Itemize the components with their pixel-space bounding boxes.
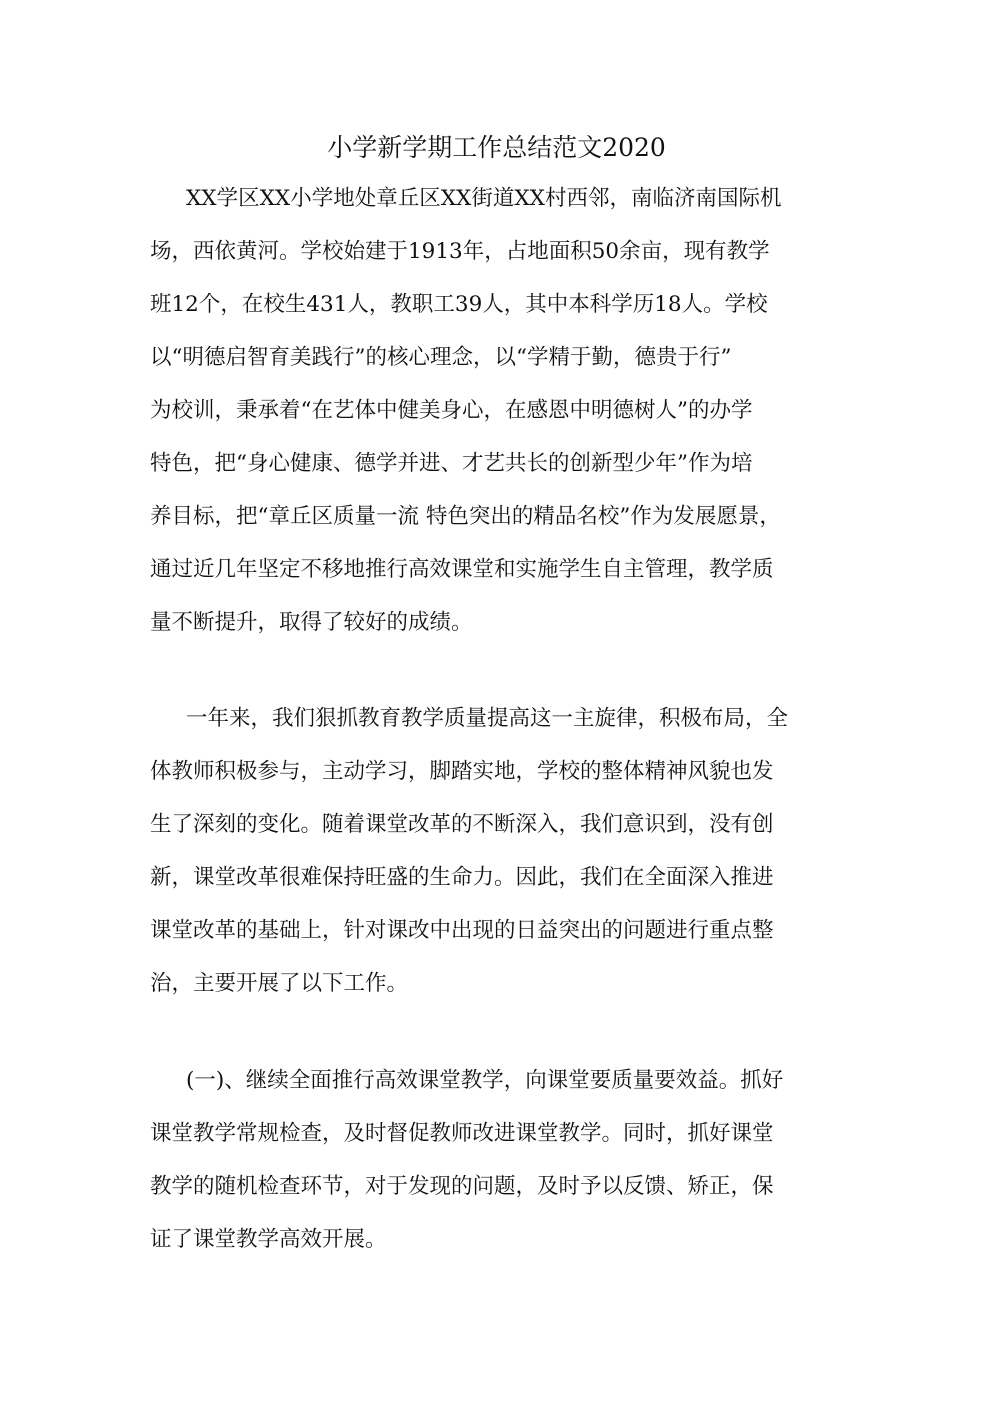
paragraph-line: 以“明德启智育美践行”的核心理念，以“学精于勤，德贵于行”: [150, 345, 732, 370]
paragraph-section-one: [150, 1054, 850, 1266]
paragraph-line: (一)、继续全面推行高效课堂教学，向课堂要质量要效益。抓好: [186, 1068, 784, 1093]
paragraph-line: 通过近几年坚定不移地推行高效课堂和实施学生自主管理，教学质: [150, 557, 774, 582]
paragraph-school-introduction: [150, 172, 850, 649]
paragraph-line: 场，西依黄河。学校始建于1913年，占地面积50余亩，现有教学: [150, 239, 770, 264]
paragraph-line: 养目标，把“章丘区质量一流 特色突出的精品名校”作为发展愿景，: [150, 504, 781, 529]
paragraph-line: 体教师积极参与，主动学习，脚踏实地，学校的整体精神风貌也发: [150, 759, 774, 784]
paragraph-line: 量不断提升，取得了较好的成绩。: [150, 610, 473, 635]
paragraph-line: 一年来，我们狠抓教育教学质量提高这一主旋律，积极布局，全: [186, 706, 789, 731]
paragraph-line: 治，主要开展了以下工作。: [150, 971, 409, 996]
paragraph-line: 生了深刻的变化。随着课堂改革的不断深入，我们意识到，没有创: [150, 812, 774, 837]
paragraph-line: 为校训，秉承着“在艺体中健美身心，在感恩中明德树人”的办学: [150, 398, 753, 423]
paragraph-line: 特色，把“身心健康、德学并进、才艺共长的创新型少年”作为培: [150, 451, 753, 476]
paragraph-year-review: [150, 692, 850, 1010]
paragraph-line: 证了课堂教学高效开展。: [150, 1227, 387, 1252]
paragraph-line: 班12个，在校生431人，教职工39人，其中本科学历18人。学校: [150, 292, 768, 317]
paragraph-line: 新，课堂改革很难保持旺盛的生命力。因此，我们在全面深入推进: [150, 865, 774, 890]
paragraph-line: 教学的随机检查环节，对于发现的问题，及时予以反馈、矫正，保: [150, 1174, 774, 1199]
document-title: 小学新学期工作总结范文2020: [327, 133, 666, 162]
paragraph-line: 课堂改革的基础上，针对课改中出现的日益突出的问题进行重点整: [150, 918, 774, 943]
paragraph-line: 课堂教学常规检查，及时督促教师改进课堂教学。同时，抓好课堂: [150, 1121, 774, 1146]
paragraph-line: XX学区XX小学地处章丘区XX街道XX村西邻，南临济南国际机: [186, 186, 782, 211]
